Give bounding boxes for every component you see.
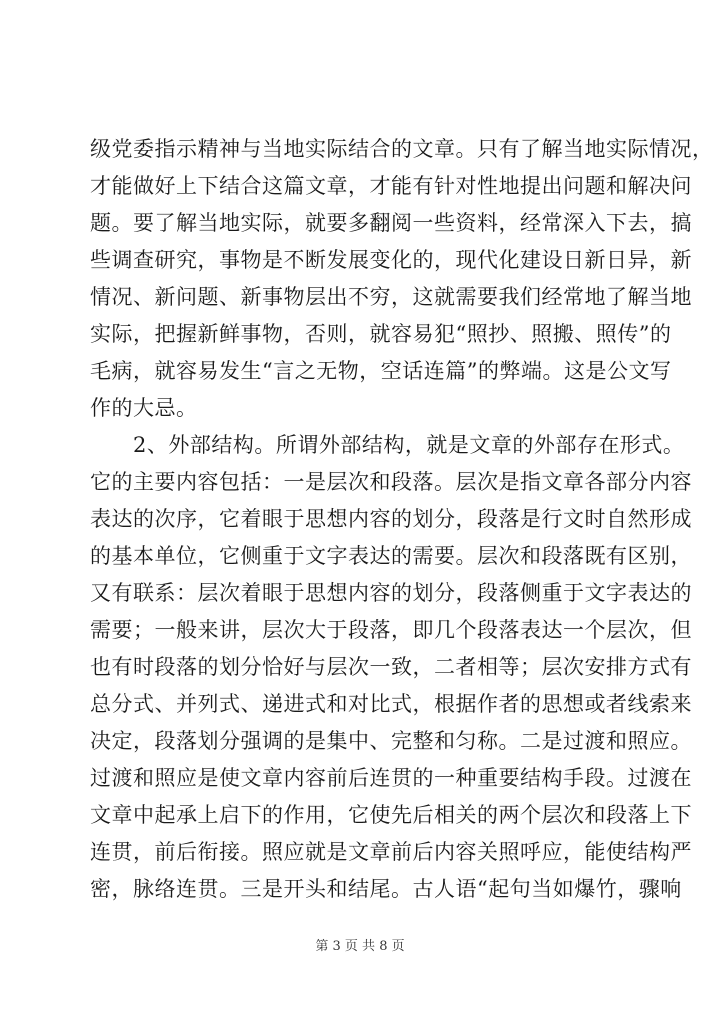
text-line: 题。要了解当地实际，就要多翻阅一些资料，经常深入下去，搞	[90, 211, 692, 235]
text-line: 毛病，就容易发生“言之无物，空话连篇”的弊端。这是公文写	[90, 359, 672, 383]
text-line: 也有时段落的划分恰好与层次一致，二者相等；层次安排方式有	[90, 655, 692, 679]
text-line: 过渡和照应是使文章内容前后连贯的一种重要结构手段。过渡在	[90, 766, 692, 790]
text-line: 作的大忌。	[90, 396, 198, 420]
text-line: 连贯，前后衔接。照应就是文章前后内容关照呼应，能使结构严	[90, 840, 692, 864]
text-line: 才能做好上下结合这篇文章，才能有针对性地提出问题和解决问	[90, 174, 692, 198]
text-line: 决定，段落划分强调的是集中、完整和匀称。二是过渡和照应。	[90, 729, 692, 753]
text-line: 文章中起承上启下的作用，它使先后相关的两个层次和段落上下	[90, 803, 692, 827]
text-line: 些调查研究，事物是不断发展变化的，现代化建设日新日异，新	[90, 248, 692, 272]
text-line: 级党委指示精神与当地实际结合的文章。只有了解当地实际情况，	[90, 137, 714, 161]
text-line: 需要；一般来讲，层次大于段落，即几个段落表达一个层次，但	[90, 618, 692, 642]
text-line: 它的主要内容包括：一是层次和段落。层次是指文章各部分内容	[90, 470, 692, 494]
text-line: 总分式、并列式、递进式和对比式，根据作者的思想或者线索来	[90, 692, 692, 716]
text-line: 实际，把握新鲜事物，否则，就容易犯“照抄、照搬、照传”的	[90, 322, 672, 346]
text-line: 密，脉络连贯。三是开头和结尾。古人语“起句当如爆竹，骤响	[90, 877, 682, 901]
text-line: 表达的次序，它着眼于思想内容的划分，段落是行文时自然形成	[90, 507, 692, 531]
text-line: 的基本单位，它侧重于文字表达的需要。层次和段落既有区别，	[90, 544, 692, 568]
text-line: 情况、新问题、新事物层出不穷，这就需要我们经常地了解当地	[90, 285, 692, 309]
paragraph-start-line: 2、外部结构。所谓外部结构，就是文章的外部存在形式。	[90, 433, 685, 457]
text-line: 又有联系：层次着眼于思想内容的划分，段落侧重于文字表达的	[90, 581, 692, 605]
page-number-footer: 第 3 页 共 8 页	[315, 939, 405, 954]
